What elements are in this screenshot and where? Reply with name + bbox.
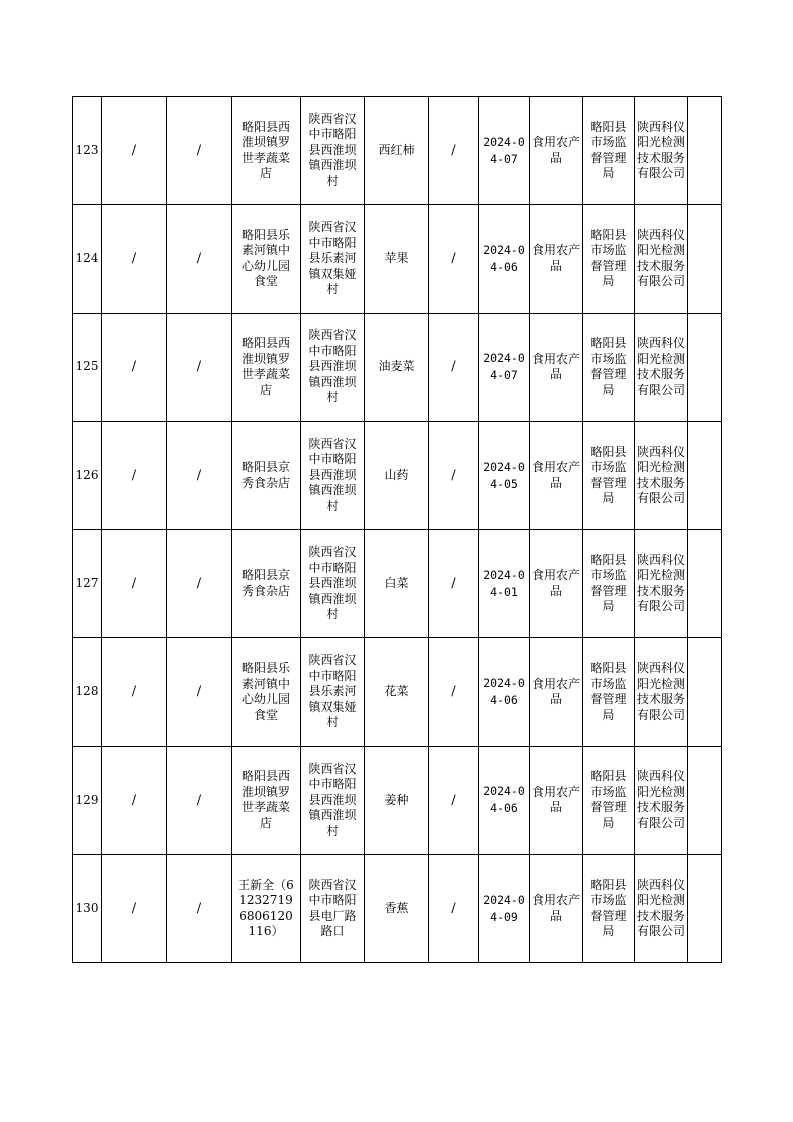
- cell-sampled-unit-address: [301, 746, 365, 854]
- cell-serial-number-text: 125: [75, 359, 99, 374]
- cell-sampled-unit-address: [301, 97, 365, 205]
- cell-task-agency-text: 略阳县市场监督管理局: [590, 227, 627, 289]
- cell-column-3: [167, 205, 232, 313]
- cell-sampled-unit-address-text: 陕西省汉中市略阳县乐素河镇双集娅村: [308, 220, 357, 297]
- cell-column-2-text: /: [131, 142, 137, 158]
- cell-serial-number-text: 126: [75, 467, 99, 482]
- cell-serial-number: [73, 746, 102, 854]
- cell-product-name-text: 姜种: [384, 792, 409, 807]
- cell-sampling-date: [479, 97, 530, 205]
- cell-product-name-text: 山药: [384, 467, 409, 482]
- cell-column-2: [102, 97, 167, 205]
- cell-column-3-text: /: [196, 792, 202, 808]
- cell-product-name: [365, 205, 429, 313]
- cell-serial-number-text: 127: [75, 576, 99, 591]
- cell-column-2-text: /: [131, 467, 137, 483]
- cell-task-agency: [583, 421, 635, 529]
- cell-serial-number: [73, 638, 102, 746]
- cell-remarks: [688, 638, 722, 746]
- cell-testing-institution: [635, 421, 688, 529]
- cell-sampled-unit-name-text: 略阳县西淮坝镇罗世孝蔬菜店: [241, 119, 290, 181]
- cell-serial-number: [73, 855, 102, 963]
- cell-sampled-unit-address: [301, 530, 365, 638]
- cell-column-7-text: /: [451, 251, 456, 267]
- cell-column-7-text: /: [451, 467, 456, 483]
- cell-sampled-unit-name: [232, 746, 301, 854]
- cell-sampled-unit-name: [232, 421, 301, 529]
- cell-column-2: [102, 313, 167, 421]
- cell-serial-number: [73, 313, 102, 421]
- cell-column-7-text: /: [451, 900, 456, 916]
- cell-food-category-text: 食用农产品: [531, 568, 580, 598]
- cell-task-agency: [583, 530, 635, 638]
- cell-food-category: [530, 97, 583, 205]
- cell-task-agency: [583, 313, 635, 421]
- cell-column-7-text: /: [451, 142, 456, 158]
- cell-food-category-text: 食用农产品: [531, 784, 580, 815]
- cell-column-7: [429, 97, 479, 205]
- cell-column-2-text: /: [131, 251, 137, 267]
- cell-remarks: [688, 421, 722, 529]
- cell-task-agency-text: 略阳县市场监督管理局: [590, 552, 627, 614]
- cell-testing-institution: [635, 205, 688, 313]
- cell-task-agency-text: 略阳县市场监督管理局: [590, 769, 627, 830]
- cell-serial-number: [73, 530, 102, 638]
- cell-sampled-unit-address-text: 陕西省汉中市略阳县乐素河镇双集娅村: [308, 653, 357, 730]
- cell-sampled-unit-name-text: 略阳县京秀食杂店: [241, 460, 290, 490]
- cell-column-2-text: /: [131, 684, 137, 700]
- table-row: [73, 97, 722, 205]
- cell-testing-institution-text: 陕西科仪阳光检测技术服务有限公司: [636, 336, 685, 397]
- cell-serial-number-text: 129: [75, 792, 99, 807]
- cell-column-7-text: /: [451, 684, 456, 700]
- cell-food-category-text: 食用农产品: [531, 893, 580, 923]
- cell-food-category: [530, 530, 583, 638]
- cell-sampled-unit-name: [232, 638, 301, 746]
- cell-testing-institution-text: 陕西科仪阳光检测技术服务有限公司: [636, 552, 685, 614]
- inspection-results-table: [72, 96, 722, 963]
- cell-task-agency: [583, 855, 635, 963]
- cell-column-7: [429, 855, 479, 963]
- cell-product-name: [365, 421, 429, 529]
- cell-testing-institution-text: 陕西科仪阳光检测技术服务有限公司: [636, 444, 685, 506]
- cell-sampled-unit-name-text: 略阳县西淮坝镇罗世孝蔬菜店: [241, 336, 290, 397]
- cell-column-7-text: /: [451, 576, 456, 592]
- cell-task-agency: [583, 746, 635, 854]
- cell-testing-institution-text: 陕西科仪阳光检测技术服务有限公司: [636, 661, 685, 722]
- cell-column-2: [102, 638, 167, 746]
- cell-food-category: [530, 421, 583, 529]
- cell-column-3: [167, 97, 232, 205]
- cell-product-name: [365, 97, 429, 205]
- cell-column-2-text: /: [131, 792, 137, 808]
- cell-task-agency-text: 略阳县市场监督管理局: [590, 444, 627, 506]
- cell-remarks: [688, 530, 722, 638]
- cell-product-name-text: 白菜: [384, 576, 409, 591]
- cell-serial-number-text: 124: [75, 251, 99, 266]
- cell-column-3-text: /: [196, 576, 202, 592]
- cell-sampling-date: [479, 421, 530, 529]
- cell-product-name-text: 西红柿: [378, 142, 415, 157]
- cell-column-2: [102, 855, 167, 963]
- table-body: [73, 97, 722, 963]
- cell-column-2: [102, 421, 167, 529]
- cell-sampled-unit-name: [232, 313, 301, 421]
- cell-sampling-date: [479, 205, 530, 313]
- cell-sampling-date-text: 2024-04-07: [483, 134, 525, 166]
- cell-food-category: [530, 855, 583, 963]
- cell-product-name: [365, 530, 429, 638]
- cell-sampled-unit-name: [232, 530, 301, 638]
- cell-sampled-unit-address-text: 陕西省汉中市略阳县电厂路路口: [308, 877, 357, 939]
- cell-testing-institution: [635, 855, 688, 963]
- table-row: [73, 530, 722, 638]
- cell-sampled-unit-name: [232, 97, 301, 205]
- cell-product-name: [365, 638, 429, 746]
- cell-sampling-date: [479, 638, 530, 746]
- cell-column-2-text: /: [131, 359, 137, 375]
- table-row: [73, 746, 722, 854]
- cell-food-category-text: 食用农产品: [531, 243, 580, 273]
- cell-sampled-unit-address: [301, 855, 365, 963]
- cell-food-category-text: 食用农产品: [531, 135, 580, 165]
- cell-food-category: [530, 746, 583, 854]
- table-row: [73, 855, 722, 963]
- cell-sampling-date-text: 2024-04-06: [483, 676, 525, 708]
- cell-column-7: [429, 638, 479, 746]
- cell-product-name-text: 香蕉: [384, 900, 409, 915]
- cell-sampled-unit-name-text: 略阳县乐素河镇中心幼儿园食堂: [241, 227, 290, 289]
- cell-product-name-text: 苹果: [384, 251, 409, 266]
- cell-sampling-date-text: 2024-04-09: [483, 892, 525, 924]
- cell-serial-number: [73, 421, 102, 529]
- cell-sampling-date: [479, 313, 530, 421]
- cell-column-7-text: /: [451, 792, 456, 808]
- cell-column-3: [167, 746, 232, 854]
- cell-sampled-unit-address-text: 陕西省汉中市略阳县西淮坝镇西淮坝村: [308, 436, 357, 513]
- cell-testing-institution: [635, 313, 688, 421]
- cell-sampled-unit-name-text: 略阳县乐素河镇中心幼儿园食堂: [241, 661, 290, 722]
- cell-task-agency: [583, 205, 635, 313]
- cell-sampled-unit-name: [232, 205, 301, 313]
- cell-column-7-text: /: [451, 359, 456, 375]
- cell-food-category-text: 食用农产品: [531, 351, 580, 382]
- cell-sampling-date: [479, 746, 530, 854]
- cell-sampled-unit-address-text: 陕西省汉中市略阳县西淮坝镇西淮坝村: [308, 545, 357, 622]
- cell-column-3-text: /: [196, 251, 202, 267]
- cell-column-2-text: /: [131, 900, 137, 916]
- cell-task-agency-text: 略阳县市场监督管理局: [590, 661, 627, 722]
- cell-column-3-text: /: [196, 684, 202, 700]
- cell-column-2-text: /: [131, 576, 137, 592]
- cell-column-3: [167, 530, 232, 638]
- cell-column-3-text: /: [196, 359, 202, 375]
- cell-food-category: [530, 205, 583, 313]
- cell-sampled-unit-name-text: 略阳县西淮坝镇罗世孝蔬菜店: [241, 769, 290, 830]
- cell-sampled-unit-address: [301, 313, 365, 421]
- cell-task-agency-text: 略阳县市场监督管理局: [590, 119, 627, 181]
- cell-task-agency: [583, 638, 635, 746]
- cell-food-category: [530, 313, 583, 421]
- cell-column-3: [167, 638, 232, 746]
- cell-food-category-text: 食用农产品: [531, 676, 580, 707]
- cell-testing-institution-text: 陕西科仪阳光检测技术服务有限公司: [636, 877, 685, 939]
- cell-task-agency: [583, 97, 635, 205]
- cell-column-2: [102, 746, 167, 854]
- table-row: [73, 205, 722, 313]
- table-row: [73, 421, 722, 529]
- cell-column-2: [102, 205, 167, 313]
- results-table-page: [72, 96, 722, 963]
- cell-testing-institution-text: 陕西科仪阳光检测技术服务有限公司: [636, 769, 685, 830]
- cell-column-7: [429, 421, 479, 529]
- cell-column-2: [102, 530, 167, 638]
- cell-sampling-date-text: 2024-04-07: [483, 351, 525, 383]
- cell-sampled-unit-name-text: 略阳县京秀食杂店: [241, 568, 290, 598]
- cell-serial-number-text: 130: [75, 900, 99, 915]
- cell-column-3: [167, 855, 232, 963]
- cell-sampled-unit-address-text: 陕西省汉中市略阳县西淮坝镇西淮坝村: [308, 328, 357, 405]
- cell-sampling-date-text: 2024-04-01: [483, 567, 525, 599]
- cell-product-name-text: 油麦菜: [378, 359, 415, 374]
- cell-remarks: [688, 855, 722, 963]
- cell-remarks: [688, 205, 722, 313]
- cell-product-name: [365, 746, 429, 854]
- cell-sampled-unit-name-text: 王新全（612327196806120116）: [238, 877, 294, 939]
- cell-column-7: [429, 530, 479, 638]
- cell-sampled-unit-address-text: 陕西省汉中市略阳县西淮坝镇西淮坝村: [308, 111, 357, 188]
- cell-sampling-date-text: 2024-04-05: [483, 459, 525, 491]
- cell-sampled-unit-address-text: 陕西省汉中市略阳县西淮坝镇西淮坝村: [308, 761, 357, 838]
- cell-product-name: [365, 313, 429, 421]
- cell-testing-institution-text: 陕西科仪阳光检测技术服务有限公司: [636, 119, 685, 181]
- table-row: [73, 638, 722, 746]
- cell-serial-number-text: 128: [75, 684, 99, 699]
- cell-product-name: [365, 855, 429, 963]
- cell-column-3-text: /: [196, 467, 202, 483]
- cell-testing-institution-text: 陕西科仪阳光检测技术服务有限公司: [636, 227, 685, 289]
- cell-sampling-date: [479, 855, 530, 963]
- cell-serial-number-text: 123: [75, 142, 99, 157]
- cell-column-7: [429, 205, 479, 313]
- cell-testing-institution: [635, 638, 688, 746]
- cell-food-category-text: 食用农产品: [531, 460, 580, 490]
- cell-column-7: [429, 746, 479, 854]
- cell-sampling-date: [479, 530, 530, 638]
- cell-product-name-text: 花菜: [384, 684, 409, 699]
- cell-testing-institution: [635, 746, 688, 854]
- cell-sampled-unit-name: [232, 855, 301, 963]
- cell-sampling-date-text: 2024-04-06: [483, 242, 525, 274]
- cell-column-3: [167, 313, 232, 421]
- cell-remarks: [688, 313, 722, 421]
- table-row: [73, 313, 722, 421]
- cell-task-agency-text: 略阳县市场监督管理局: [590, 336, 627, 397]
- cell-sampled-unit-address: [301, 421, 365, 529]
- cell-column-3-text: /: [196, 900, 202, 916]
- cell-testing-institution: [635, 97, 688, 205]
- cell-testing-institution: [635, 530, 688, 638]
- cell-remarks: [688, 746, 722, 854]
- cell-task-agency-text: 略阳县市场监督管理局: [590, 877, 627, 939]
- cell-column-7: [429, 313, 479, 421]
- cell-sampled-unit-address: [301, 638, 365, 746]
- cell-column-3: [167, 421, 232, 529]
- cell-serial-number: [73, 205, 102, 313]
- cell-serial-number: [73, 97, 102, 205]
- cell-sampled-unit-address: [301, 205, 365, 313]
- cell-remarks: [688, 97, 722, 205]
- cell-sampling-date-text: 2024-04-06: [483, 784, 525, 816]
- cell-food-category: [530, 638, 583, 746]
- cell-column-3-text: /: [196, 142, 202, 158]
